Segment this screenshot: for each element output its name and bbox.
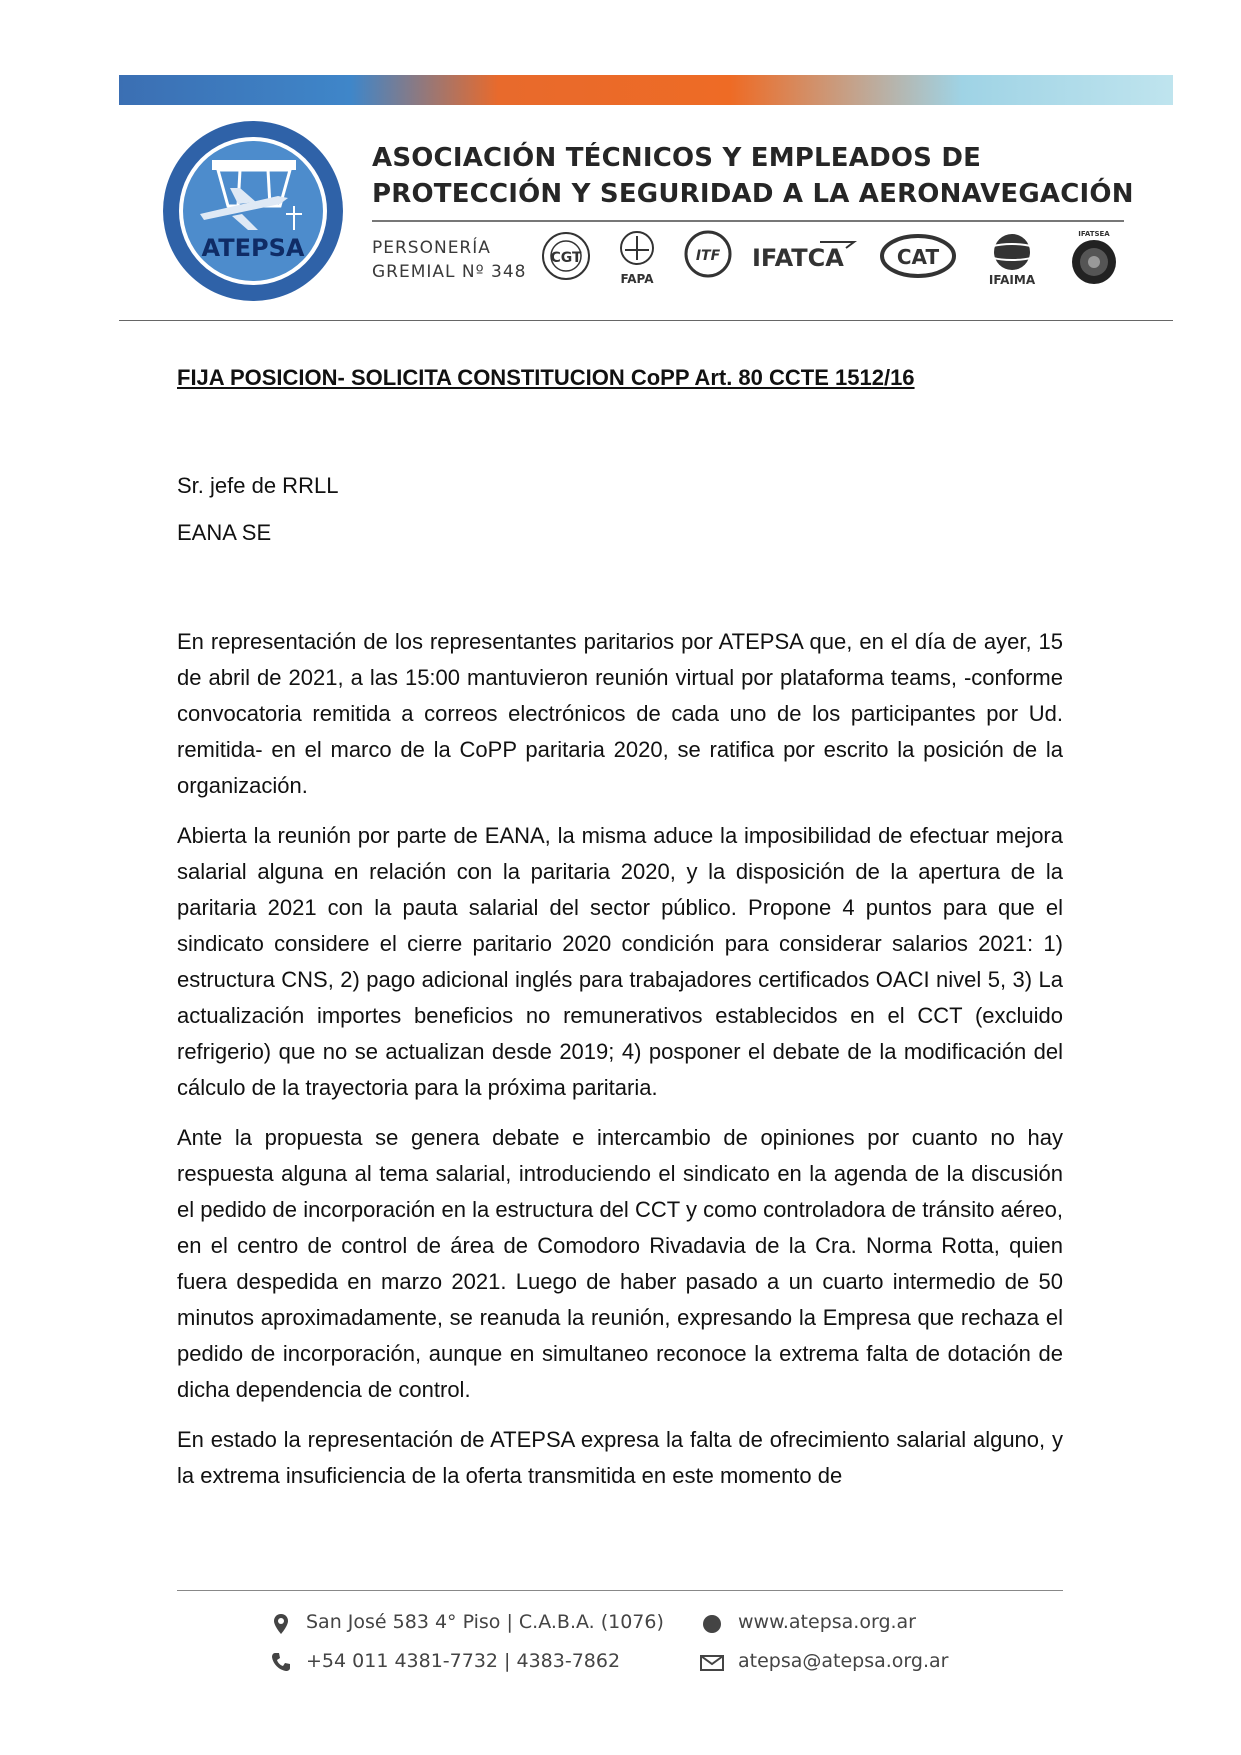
footer-email[interactable]: atepsa@atepsa.org.ar [738,1650,949,1672]
svg-text:IFATSEA: IFATSEA [1078,230,1110,238]
globe-icon [702,1614,722,1634]
org-title-line-1: ASOCIACIÓN TÉCNICOS Y EMPLEADOS DE [372,143,982,173]
email-icon [700,1655,724,1671]
personeria-gremial [372,236,527,284]
personeria-line-1: PERSONERÍA [372,238,491,258]
ifaima-logo [972,228,1052,288]
cat-logo [878,228,958,284]
svg-text:CGT: CGT [550,250,582,266]
header-divider [119,320,1173,321]
phone-icon [272,1652,290,1672]
ifatsea-logo [1066,228,1122,288]
footer-website[interactable]: www.atepsa.org.ar [738,1611,916,1633]
body-paragraph-2: Abierta la reunión por parte de EANA, la misma aduce la imposibilidad de efectuar mejora salarial alguna en relación con la paritaria 2020, y la disposición de la apertura de la paritaria 2021 con la pauta salarial del sector público. Propone 4 puntos para que el sindicato considere el cierre paritario 2020 condición para considerar salarios 2021: 1) estructura CNS, 2) pago adicional inglés para trabajadores certificados OACI nivel 5, 3) La actualización importes beneficios no remunerativos establecidos en el CCT (excluido refrigerio) que no se actualizan desde 2019; 4) posponer el debate de la modificación del cálculo de la trayectoria para la próxima paritaria. [177,823,1063,1100]
body-paragraph-3: Ante la propuesta se genera debate e intercambio de opiniones por cuanto no hay respuesta alguna al tema salarial, introduciendo el sindicato en la agenda de la discusión el pedido de incorporación en la estructura del CCT y como controladora de tránsito aéreo, en el centro de control de área de Comodoro Rivadavia de la Cra. Norma Rotta, quien fuera despedida en marzo 2021. Luego de haber pasado a un cuarto intermedio de 50 minutos aproximadamente, se reanuda la reunión, expresando la Empresa que rechaza el pedido de incorporación, aunque en simultaneo reconoce la extrema falta de dotación de dicha dependencia de control. [177,1125,1063,1402]
org-title-line-2: PROTECCIÓN Y SEGURIDAD A LA AERONAVEGACIÓN [372,179,1134,209]
body-paragraph-1: En representación de los representantes paritarios por ATEPSA que, en el día de ayer, 15 de abril de 2021, a las 15:00 mantuvieron reunión virtual por plataforma teams, -conforme convocatoria remitida a correos electrónicos de cada uno de los participantes por Ud. remitida- en el marco de la CoPP paritaria 2020, se ratifica por escrito la posición de la organización. [177,629,1063,798]
svg-text:FAPA: FAPA [620,272,654,286]
atepsa-logo [160,118,346,304]
body-paragraph-4: En estado la representación de ATEPSA expresa la falta de ofrecimiento salarial alguno, y la extrema insuficiencia de la oferta transmitida en este momento de [177,1427,1063,1488]
svg-text:ITF: ITF [695,248,721,264]
recipient-line: Sr. jefe de RRLL [177,473,339,498]
ifatca-logo [750,228,860,284]
svg-text:IFAIMA: IFAIMA [988,273,1036,287]
organization-title [372,140,1152,212]
header-color-bar [119,75,1173,105]
location-pin-icon [274,1614,288,1634]
title-divider [372,220,1124,222]
affiliate-logos [540,228,1130,288]
letter-body [177,624,1063,1508]
itf-logo [682,228,734,284]
svg-text:IFATCA: IFATCA [752,244,844,272]
fapa-logo [612,228,662,288]
footer-phone: +54 011 4381-7732 | 4383-7862 [306,1650,621,1672]
cgt-logo [540,228,592,284]
letter-subject: FIJA POSICION- SOLICITA CONSTITUCION CoPP Art. 80 CCTE 1512/16 [177,365,915,390]
logo-text: ATEPSA [201,234,305,262]
personeria-line-2: GREMIAL Nº 348 [372,262,527,282]
svg-text:CAT: CAT [896,245,940,269]
recipient-company: EANA SE [177,520,272,545]
footer-divider [177,1590,1063,1591]
footer-address: San José 583 4° Piso | C.A.B.A. (1076) [306,1611,664,1633]
